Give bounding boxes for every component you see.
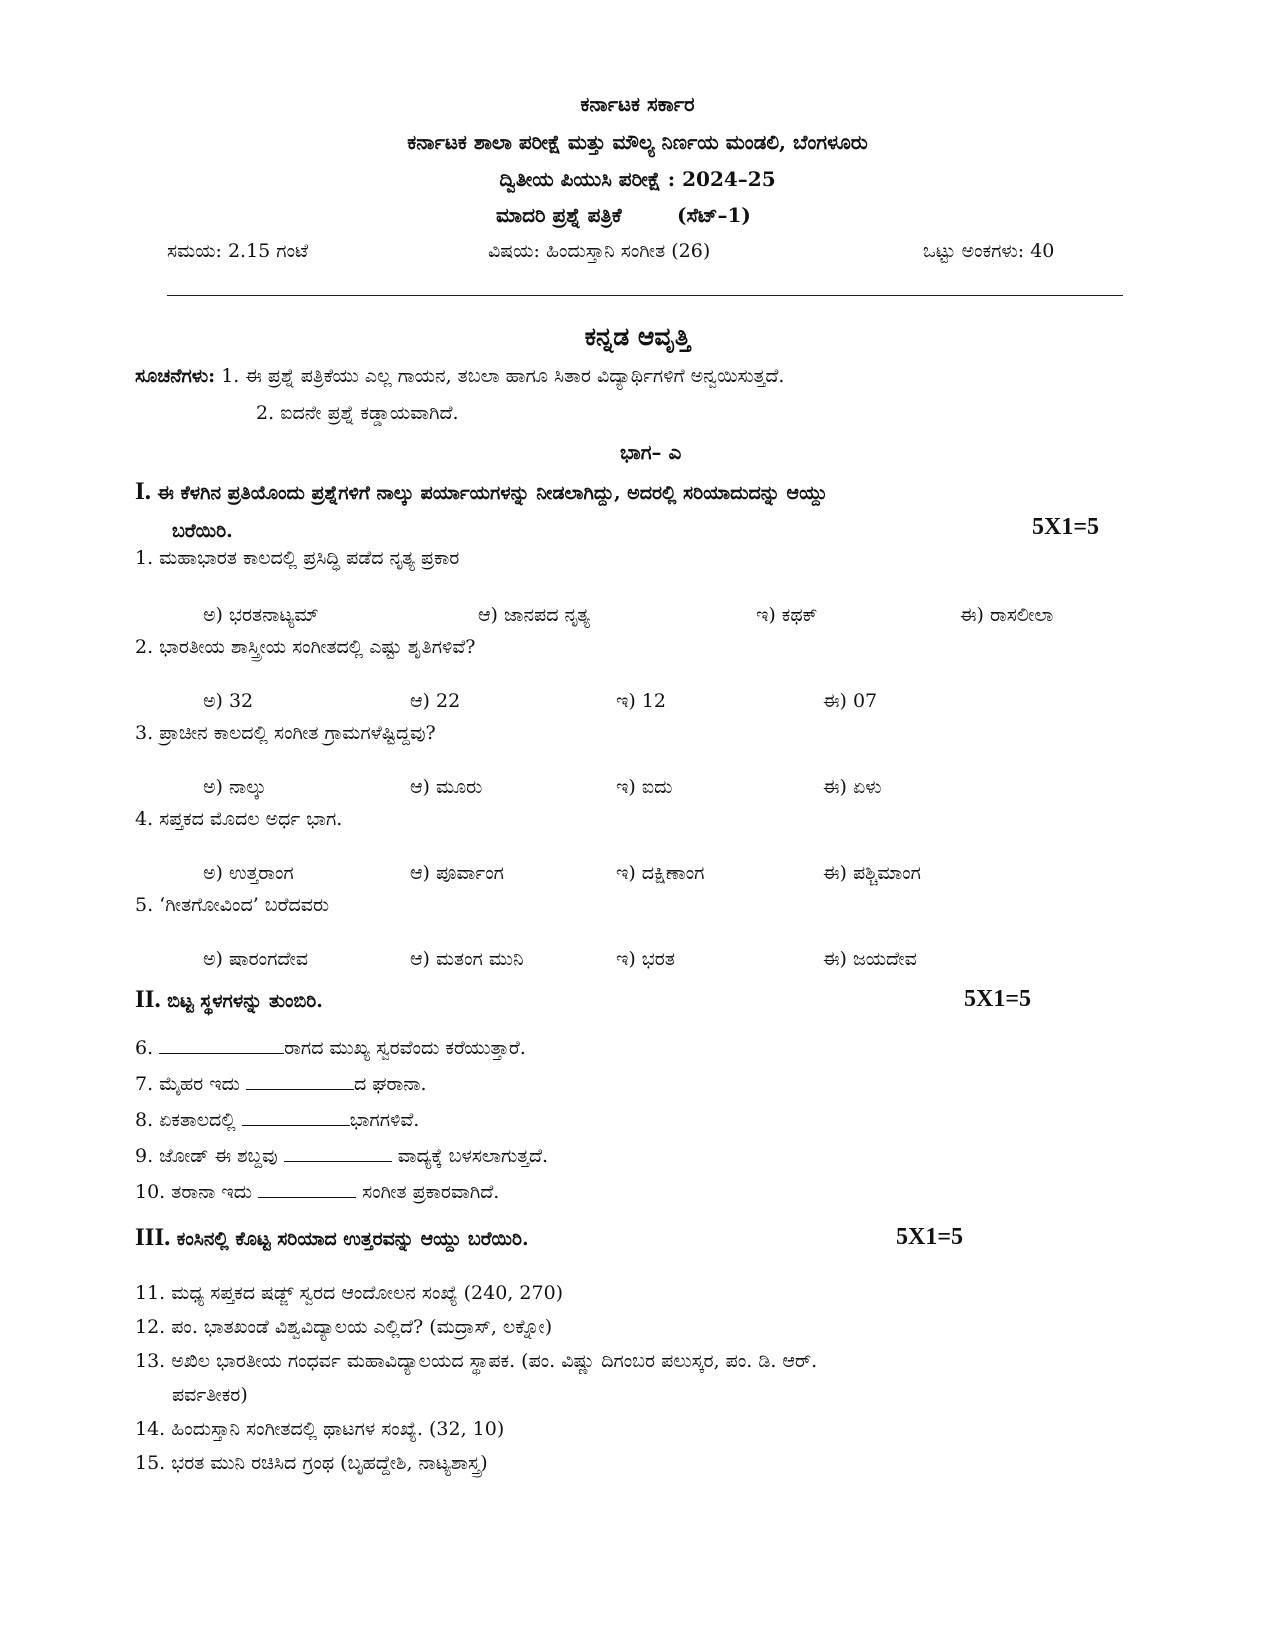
time-label: ಸಮಯ: 2.15 ಗಂಟೆ [167,240,309,262]
section-1-heading [135,478,827,506]
part-heading: ಭಾಗ– ಎ [620,440,682,464]
question-13: 13. ಅಖಿಲ ಭಾರತೀಯ ಗಂಧರ್ವ ಮಹಾವಿದ್ಯಾಲಯದ ಸ್ಥಾಪಕ. (ಪಂ. ವಿಷ್ಣು ದಿಗಂಬರ ಪಲುಸ್ಕರ, ಪಂ. ಡಿ. ಆರ್. [135,1350,818,1372]
option-1a: ಅ) ಭರತನಾಟ್ಯಮ್ [203,604,319,626]
total-marks-label: ಒಟ್ಟು ಅಂಕಗಳು: 40 [923,240,1055,262]
question-1: 1. ಮಹಾಭಾರತ ಕಾಲದಲ್ಲಿ ಪ್ರಸಿದ್ಧಿ ಪಡೆದ ನೃತ್ಯ ಪ್ರಕಾರ [135,547,460,569]
option-2b: ಆ) 22 [410,690,461,712]
fill-blank-10-pre: 10. ತರಾನಾ ಇದು [135,1181,259,1203]
fill-blank-9-pre: 9. ಜೋಡ್ ಈ ಶಬ್ದವು [135,1145,284,1167]
fill-blank-6-pre: 6. [135,1037,160,1059]
section-2-text: ಬಿಟ್ಟ ಸ್ಥಳಗಳನ್ನು ತುಂಬಿರಿ. [167,990,323,1012]
fill-blank-9 [135,1145,548,1167]
option-5c: ಇ) ಭರತ [616,948,675,970]
fill-blank-9-post: ವಾದ್ಯಕ್ಕೆ ಬಳಸಲಾಗುತ್ತದೆ. [391,1145,549,1167]
section-2-marks: 5X1=5 [964,986,1032,1012]
instructions-label: ಸೂಚನೆಗಳು: [135,365,216,387]
option-3a: ಅ) ನಾಲ್ಕು [203,776,267,798]
fill-blank-7-post: ದ ಘರಾನಾ. [353,1073,427,1095]
section-1-number: I. [135,478,151,505]
fill-blank-8 [135,1109,419,1131]
answer-blank[interactable] [258,1181,356,1198]
option-3b: ಆ) ಮೂರು [410,776,483,798]
option-2a: ಅ) 32 [203,690,254,712]
board-title: ಕರ್ನಾಟಕ ಶಾಲಾ ಪರೀಕ್ಷೆ ಮತ್ತು ಮೌಲ್ಯ ನಿರ್ಣಯ ಮಂಡಲಿ, ಬೆಂಗಳೂರು [407,130,868,154]
option-4a: ಅ) ಉತ್ತರಾಂಗ [203,862,294,884]
option-1b: ಆ) ಜಾನಪದ ನೃತ್ಯ [478,604,591,626]
fill-blank-10-post: ಸಂಗೀತ ಪ್ರಕಾರವಾಗಿದೆ. [356,1181,500,1203]
option-2c: ಇ) 12 [616,690,666,712]
section-1-marks: 5X1=5 [1032,514,1100,540]
option-5a: ಅ) ಷಾರಂಗದೇವ [203,948,309,970]
paper-title: ಮಾದರಿ ಪ್ರಶ್ನೆ ಪತ್ರಿಕೆ [496,203,622,227]
section-2-heading [135,986,323,1014]
question-11: 11. ಮಧ್ಯ ಸಪ್ತಕದ ಷಡ್ಜ್ ಸ್ವರದ ಆಂದೋಲನ ಸಂಖ್ಯೆ (240, 270) [135,1282,564,1304]
fill-blank-10 [135,1181,499,1203]
section-3-number: III. [135,1224,171,1251]
answer-blank[interactable] [159,1037,284,1054]
option-5b: ಆ) ಮತಂಗ ಮುನಿ [410,948,524,970]
answer-blank[interactable] [242,1109,350,1126]
header-divider [167,295,1123,296]
answer-blank[interactable] [284,1145,392,1162]
section-3-heading [135,1224,529,1252]
option-2d: ಈ) 07 [823,690,878,712]
option-5d: ಈ) ಜಯದೇವ [823,948,917,970]
answer-blank[interactable] [246,1073,354,1090]
fill-blank-8-pre: 8. ಏಕತಾಲದಲ್ಲಿ [135,1109,242,1131]
section-1-text-cont: ಬರೆಯಿರಿ. [172,520,233,542]
option-4b: ಆ) ಪೂರ್ವಾಂಗ [410,862,504,884]
option-4d: ಈ) ಪಶ್ಚಿಮಾಂಗ [823,862,921,884]
exam-title: ದ್ವಿತೀಯ ಪಿಯುಸಿ ಪರೀಕ್ಷೆ : 2024–25 [499,167,776,191]
govt-title: ಕರ್ನಾಟಕ ಸರ್ಕಾರ [580,92,695,116]
version-title: ಕನ್ನಡ ಆವೃತ್ತಿ [584,322,691,351]
fill-blank-6 [135,1037,526,1059]
question-3: 3. ಪ್ರಾಚೀನ ಕಾಲದಲ್ಲಿ ಸಂಗೀತ ಗ್ರಾಮಗಳೆಷ್ಟಿದ್ದವು? [135,722,436,744]
question-2: 2. ಭಾರತೀಯ ಶಾಸ್ತ್ರೀಯ ಸಂಗೀತದಲ್ಲಿ ಎಷ್ಟು ಶೃತಿಗಳಿವೆ? [135,636,476,658]
question-5: 5. ‘ಗೀತಗೋವಿಂದ’ ಬರೆದವರು [135,894,330,916]
option-4c: ಇ) ದಕ್ಷಿಣಾಂಗ [616,862,705,884]
question-15: 15. ಭರತ ಮುನಿ ರಚಿಸಿದ ಗ್ರಂಥ (ಬೃಹದ್ದೇಶಿ, ನಾಟ್ಯಶಾಸ್ತ್ರ) [135,1452,488,1474]
question-4: 4. ಸಪ್ತಕದ ಮೊದಲ ಅರ್ಧ ಭಾಗ. [135,808,343,830]
option-1c: ಇ) ಕಥಕ್ [756,604,818,626]
question-13-cont: ಪರ್ವತೀಕರ) [172,1384,248,1406]
section-2-number: II. [135,986,161,1013]
question-12: 12. ಪಂ. ಭಾತಖಂಡೆ ವಿಶ್ವವಿದ್ಯಾಲಯ ಎಲ್ಲಿದೆ? (ಮದ್ರಾಸ್, ಲಕ್ನೋ) [135,1316,553,1338]
question-14: 14. ಹಿಂದುಸ್ತಾನಿ ಸಂಗೀತದಲ್ಲಿ ಥಾಟಗಳ ಸಂಖ್ಯೆ. (32, 10) [135,1418,505,1440]
section-3-text: ಕಂಸಿನಲ್ಲಿ ಕೊಟ್ಟ ಸರಿಯಾದ ಉತ್ತರವನ್ನು ಆಯ್ದು ಬರೆಯಿರಿ. [176,1228,529,1250]
set-label: (ಸೆಟ್–1) [677,203,751,227]
section-1-text: ಈ ಕೆಳಗಿನ ಪ್ರತಿಯೊಂದು ಪ್ರಶ್ನೆಗಳಿಗೆ ನಾಲ್ಕು ಪರ್ಯಾಯಗಳನ್ನು ನೀಡಲಾಗಿದ್ದು, ಅದರಲ್ಲಿ ಸರಿಯಾದುದನ್ನು ಆಯ್ದು [157,482,828,504]
option-3d: ಈ) ಏಳು [823,776,882,798]
option-1d: ಈ) ರಾಸಲೀಲಾ [960,604,1054,626]
subject-label: ವಿಷಯ: ಹಿಂದುಸ್ತಾನಿ ಸಂಗೀತ (26) [488,240,711,262]
instructions [135,365,784,387]
fill-blank-8-post: ಭಾಗಗಳಿವೆ. [349,1109,420,1131]
instruction-2: 2. ಐದನೇ ಪ್ರಶ್ನೆ ಕಡ್ಡಾಯವಾಗಿದೆ. [256,402,459,424]
option-3c: ಇ) ಐದು [616,776,673,798]
fill-blank-7 [135,1073,427,1095]
instruction-1: 1. ಈ ಪ್ರಶ್ನೆ ಪತ್ರಿಕೆಯು ಎಲ್ಲ ಗಾಯನ, ತಬಲಾ ಹಾಗೂ ಸಿತಾರ ವಿದ್ಯಾರ್ಥಿಗಳಿಗೆ ಅನ್ವಯಿಸುತ್ತದೆ. [221,365,785,387]
fill-blank-7-pre: 7. ಮೈಹರ ಇದು [135,1073,246,1095]
section-3-marks: 5X1=5 [896,1224,964,1250]
fill-blank-6-post: ರಾಗದ ಮುಖ್ಯ ಸ್ವರವೆಂದು ಕರೆಯುತ್ತಾರೆ. [284,1037,526,1059]
